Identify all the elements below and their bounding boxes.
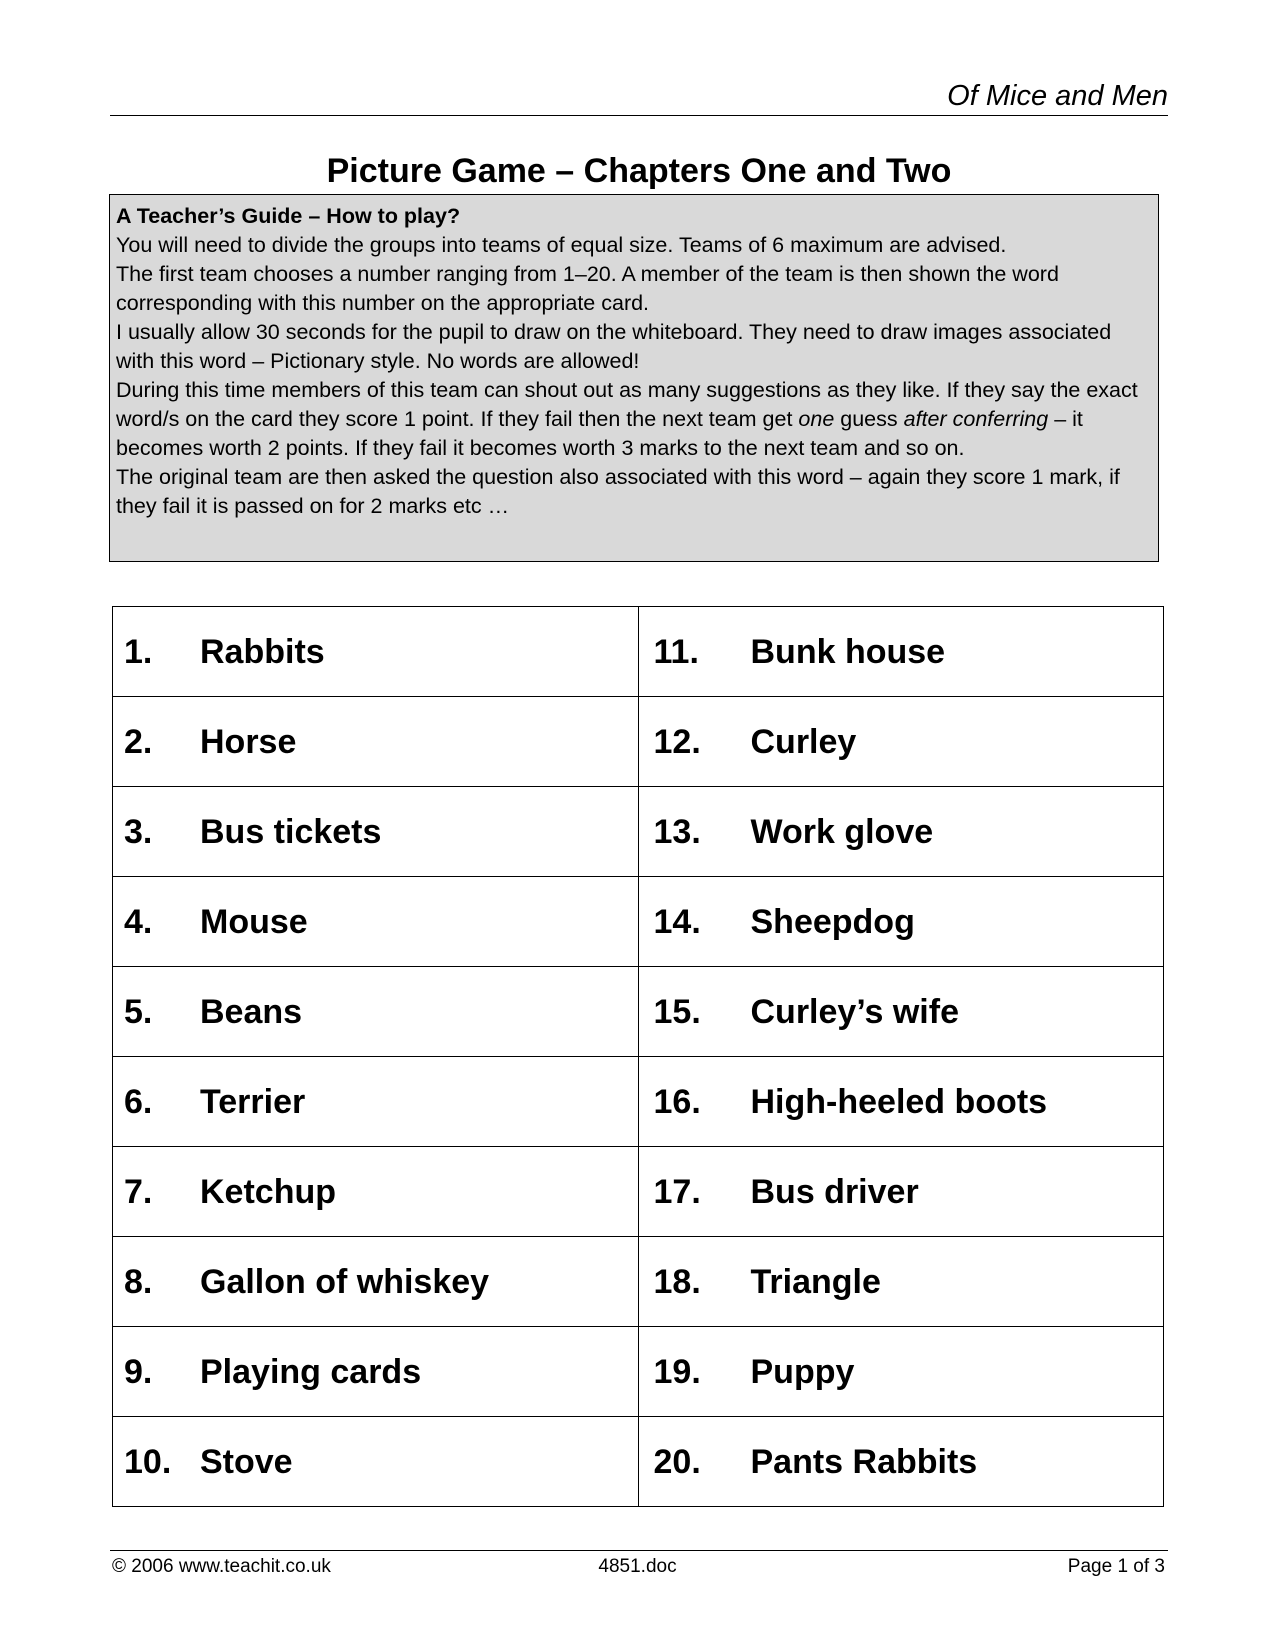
word-cell-left (113, 787, 639, 877)
guide-paragraph-1: You will need to divide the groups into teams of equal size. Teams of 6 maximum are advised. (116, 233, 1007, 257)
word-number: 7. (124, 1172, 153, 1211)
word-number: 16. (653, 1082, 701, 1121)
word-label: Bus driver (750, 1172, 919, 1211)
word-cell-right (638, 967, 1164, 1057)
word-number: 9. (124, 1352, 153, 1391)
word-number: 3. (124, 812, 153, 851)
footer-rule (110, 1550, 1168, 1551)
table-row (113, 877, 1164, 967)
word-label: Mouse (200, 902, 308, 941)
table-row (113, 1327, 1164, 1417)
word-label: High-heeled boots (750, 1082, 1048, 1121)
word-label: Terrier (200, 1082, 306, 1121)
footer-page-number: Page 1 of 3 (1067, 1556, 1165, 1577)
word-number: 2. (124, 722, 153, 761)
word-cell-right (638, 1417, 1164, 1507)
page-title: Picture Game – Chapters One and Two (326, 152, 952, 190)
word-cell-left (113, 1417, 639, 1507)
word-label: Horse (200, 722, 297, 761)
word-cell-right (638, 1327, 1164, 1417)
guide-paragraph-4-part-e: – it becomes worth 2 points. If they fail it becomes worth 3 marks to the next team and so on. (116, 407, 1083, 460)
table-row (113, 697, 1164, 787)
word-label: Playing cards (200, 1352, 422, 1391)
table-row (113, 607, 1164, 697)
word-label: Bunk house (750, 632, 946, 671)
word-label: Ketchup (200, 1172, 336, 1211)
word-number: 17. (653, 1172, 701, 1211)
table-row (113, 787, 1164, 877)
word-label: Pants Rabbits (750, 1442, 978, 1481)
word-table (112, 606, 1164, 1507)
header-title: Of Mice and Men (947, 80, 1168, 112)
word-number: 20. (653, 1442, 701, 1481)
guide-paragraph-4-emphasis-one: one (798, 407, 835, 431)
word-number: 6. (124, 1082, 153, 1121)
guide-paragraph-4-part-c: guess (834, 407, 904, 431)
guide-paragraph-3: I usually allow 30 seconds for the pupil to draw on the whiteboard. They need to draw images associated with this word – Pictionary style. No words are allowed! (116, 320, 1112, 373)
table-row (113, 1417, 1164, 1507)
footer-copyright: © 2006 www.teachit.co.uk (112, 1556, 331, 1577)
word-cell-left (113, 877, 639, 967)
word-number: 18. (653, 1262, 701, 1301)
word-label: Rabbits (200, 632, 325, 671)
word-label: Curley’s wife (750, 992, 959, 1031)
header-rule (110, 115, 1168, 116)
word-number: 19. (653, 1352, 701, 1391)
word-cell-left (113, 697, 639, 787)
guide-paragraph-2: The first team chooses a number ranging from 1–20. A member of the team is then shown the word corresponding with this number on the appropriate card. (116, 262, 1059, 315)
word-cell-left (113, 1237, 639, 1327)
guide-paragraph-4-emphasis-after-conferring: after conferring (903, 407, 1049, 431)
word-cell-right (638, 1057, 1164, 1147)
word-number: 14. (653, 902, 701, 941)
table-row (113, 1237, 1164, 1327)
table-row (113, 1057, 1164, 1147)
word-cell-left (113, 607, 639, 697)
word-label: Puppy (750, 1352, 855, 1391)
guide-paragraph-4-part-a: During this time members of this team can shout out as many suggestions as they like. If they say the exact word/s on the card they score 1 point. If they fail then the next team get (116, 378, 1138, 431)
guide-paragraph-4 (116, 376, 1152, 463)
word-label: Triangle (750, 1262, 881, 1301)
teacher-guide-box (109, 194, 1159, 562)
word-cell-right (638, 1237, 1164, 1327)
word-number: 10. (124, 1442, 172, 1481)
table-row (113, 967, 1164, 1057)
table-row (113, 1147, 1164, 1237)
guide-heading: A Teacher’s Guide – How to play? (116, 204, 461, 228)
word-label: Sheepdog (750, 902, 915, 941)
word-cell-right (638, 787, 1164, 877)
word-cell-left (113, 1057, 639, 1147)
word-number: 1. (124, 632, 153, 671)
word-label: Curley (750, 722, 857, 761)
word-number: 11. (653, 632, 699, 671)
word-number: 15. (653, 992, 701, 1031)
word-number: 5. (124, 992, 153, 1031)
word-label: Stove (200, 1442, 293, 1481)
word-cell-left (113, 967, 639, 1057)
word-number: 4. (124, 902, 153, 941)
word-cell-right (638, 607, 1164, 697)
footer-filename: 4851.doc (598, 1556, 677, 1577)
word-number: 8. (124, 1262, 153, 1301)
word-cell-left (113, 1147, 639, 1237)
word-label: Bus tickets (200, 812, 382, 851)
word-cell-left (113, 1327, 639, 1417)
word-number: 12. (653, 722, 701, 761)
word-cell-right (638, 877, 1164, 967)
guide-paragraph-5: The original team are then asked the question also associated with this word – again they score 1 mark, if they fail it is passed on for 2 marks etc … (116, 465, 1120, 518)
word-cell-right (638, 1147, 1164, 1237)
word-label: Work glove (750, 812, 934, 851)
word-number: 13. (653, 812, 701, 851)
word-cell-right (638, 697, 1164, 787)
word-label: Beans (200, 992, 303, 1031)
word-label: Gallon of whiskey (200, 1262, 490, 1301)
